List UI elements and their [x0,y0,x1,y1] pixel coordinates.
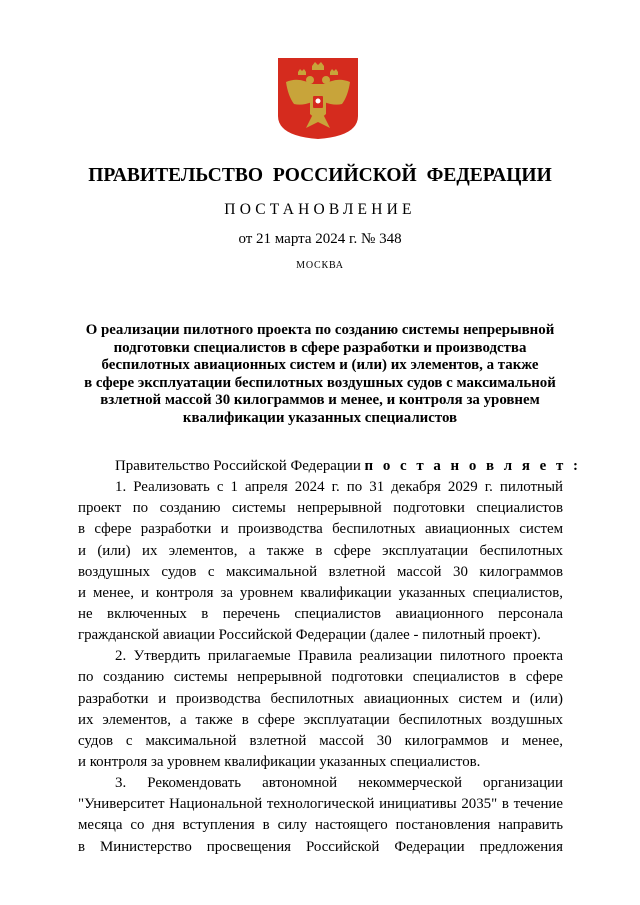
paragraph-line: 3. Рекомендовать автономной некоммерческой организации [115,775,563,792]
document-date-number: от 21 марта 2024 г. № 348 [238,231,402,247]
paragraph-line: "Университет Национальной технологической инициативы 2035" в течение [78,796,563,813]
document-body [78,456,581,858]
subject-line: О реализации пилотного проекта по созданию системы непрерывной [85,322,555,338]
subject-line: взлетной массой 30 килограммов и менее, и контроля за уровнем [100,392,540,409]
paragraph-line: разработки и производства беспилотных авиационных систем и (или) [78,690,563,707]
paragraph-line: по созданию системы непрерывной подготовки специалистов в сфере [78,669,563,686]
subject-line: в сфере эксплуатации беспилотных воздушных судов с максимальной [84,374,556,391]
paragraph-line: их элементов, а также в сфере эксплуатации беспилотных воздушных [78,711,563,728]
paragraph-line: гражданской авиации Российской Федерации (далее - пилотный проект). [78,627,541,644]
paragraph-line: 1. Реализовать с 1 апреля 2024 г. по 31 декабря 2029 г. пилотный [115,479,563,496]
paragraph-2 [78,646,563,773]
paragraph-line: месяца со дня вступления в силу настоящего постановления направить [78,817,563,834]
paragraph-line: судов с максимальной взлетной массой 30 килограммов и менее, [78,732,563,749]
paragraph-line: и менее, и контроля за уровнем квалификации указанных специалистов, [78,584,563,601]
paragraph-line: и (или) их элементов, а также в сфере эксплуатации беспилотных [78,542,563,559]
paragraph-line: в Министерство просвещения Российской Федерации предложения [78,838,563,855]
paragraph-3 [78,773,563,858]
document-type: ПОСТАНОВЛЕНИЕ [224,201,416,218]
subject-line: беспилотных авиационных систем и (или) их элементов, а также [101,357,539,374]
document-city: МОСКВА [296,260,344,271]
paragraph-line: не включенных в перечень специалистов авиационного персонала [78,605,563,622]
paragraph-line: в сфере разработки и производства беспилотных авиационных систем [78,521,563,538]
paragraph-line: воздушных судов с максимальной взлетной массой 30 килограммов [78,563,563,580]
document-subject [66,322,574,428]
coat-of-arms-icon [276,56,360,140]
decree-word: п о с т а н о в л я е т : [364,458,581,474]
paragraph-1 [78,477,563,646]
subject-line: квалификации указанных специалистов [182,409,458,426]
paragraph-line: проект по созданию системы непрерывной подготовки специалистов [78,500,563,517]
government-title: ПРАВИТЕЛЬСТВО РОССИЙСКОЙ ФЕДЕРАЦИИ [88,165,552,186]
preamble [78,456,581,477]
subject-line: подготовки специалистов в сфере разработки и производства [113,339,527,356]
paragraph-line: и контроля за уровнем квалификации указанных специалистов. [78,753,481,770]
preamble-text: Правительство Российской Федерации [115,458,365,474]
paragraph-line: 2. Утвердить прилагаемые Правила реализации пилотного проекта [115,648,563,665]
